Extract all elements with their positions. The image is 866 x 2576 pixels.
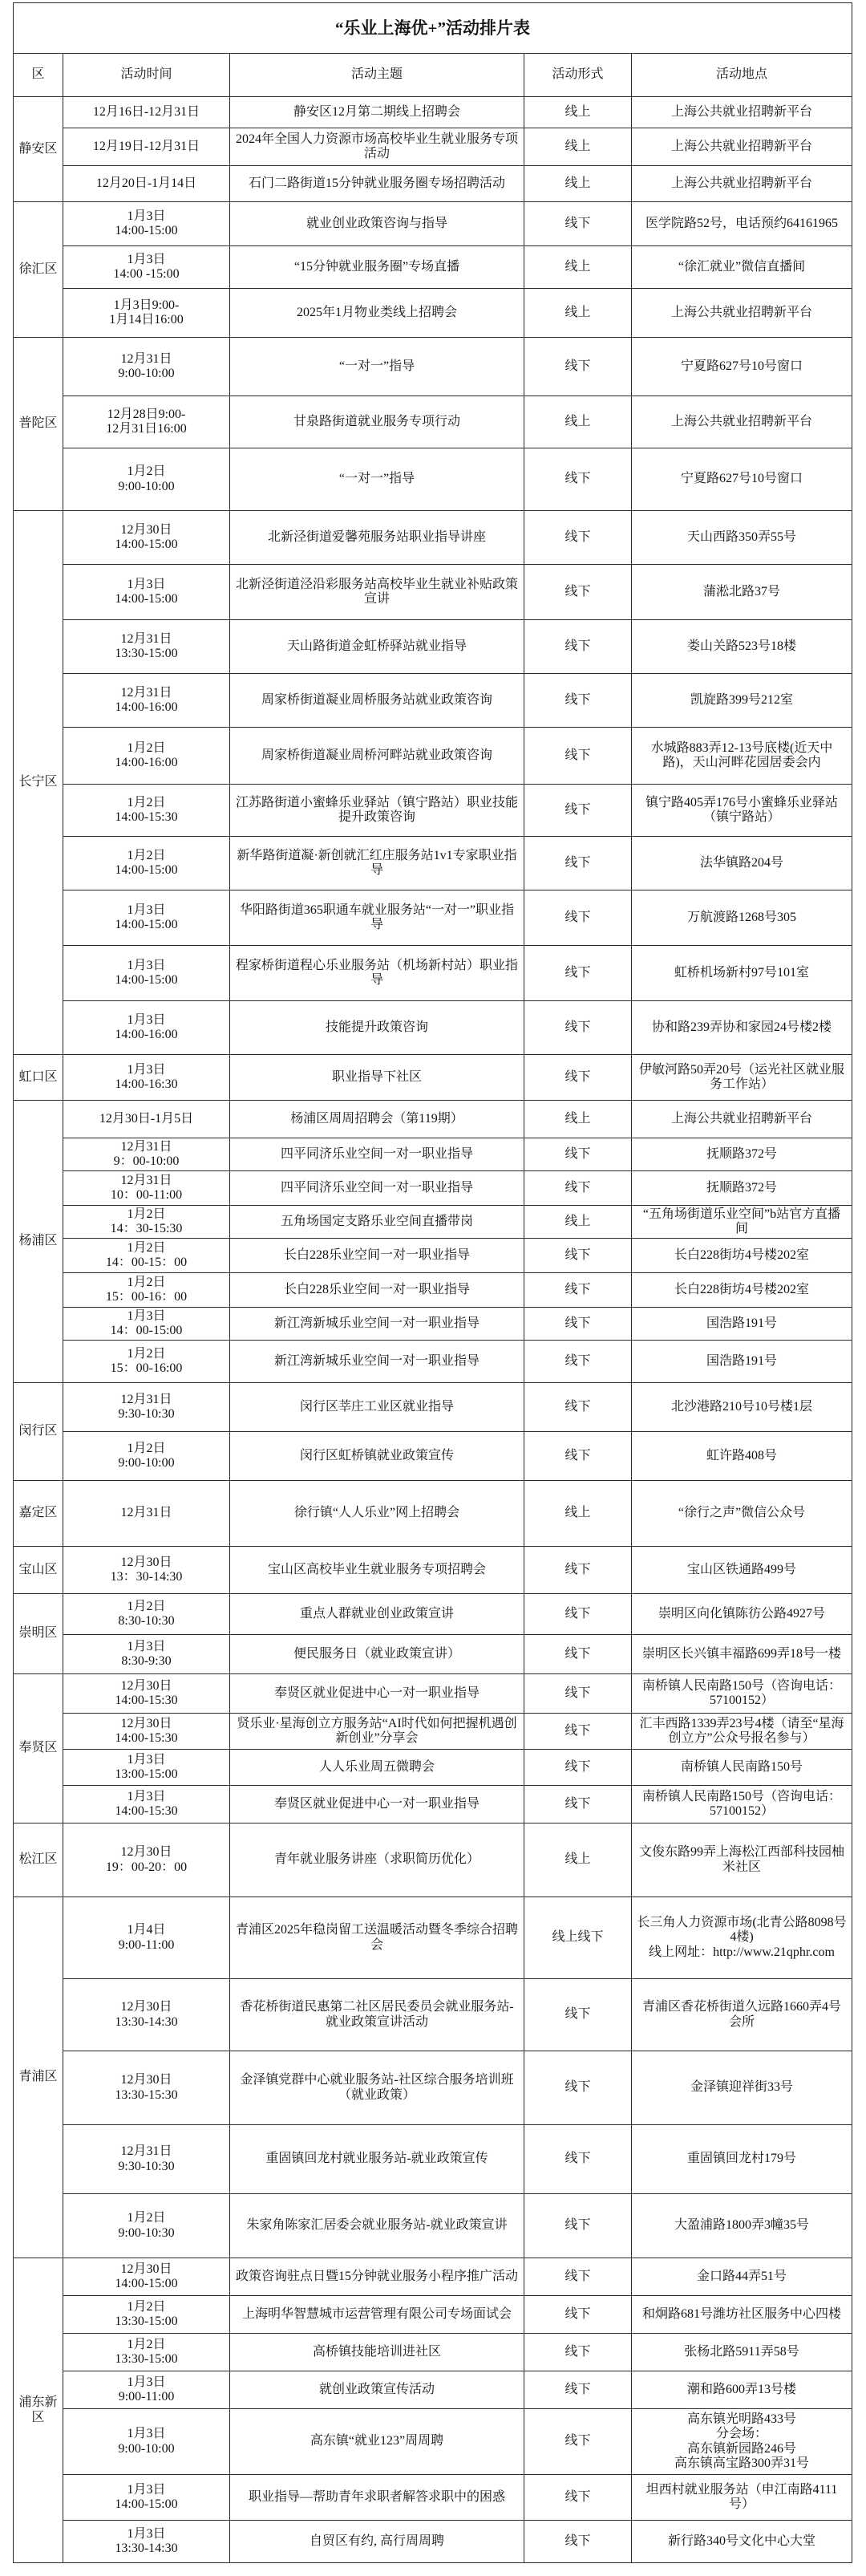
theme-cell: 杨浦区周周招聘会（第119期） [230,1101,524,1138]
table-row [14,97,852,128]
district-cell: 崇明区 [14,1594,63,1674]
location-cell: 金口路44弄51号 [632,2258,852,2296]
table-row [14,1786,852,1823]
table-row [14,289,852,338]
table-row [14,128,852,166]
time-cell: 12月31日 9:30-10:30 [63,1383,230,1432]
location-cell: 和炯路681号潍坊社区服务中心四楼 [632,2296,852,2334]
time-cell: 12月16日-12月31日 [63,97,230,128]
theme-cell: 徐行镇“人人乐业”网上招聘会 [230,1481,524,1547]
time-cell: 1月3日 9:00-10:00 [63,2409,230,2475]
time-cell: 1月3日 14:00-15:30 [63,1786,230,1823]
district-cell: 杨浦区 [14,1101,63,1383]
table-row [14,1171,852,1206]
theme-cell: 高东镇“就业123”周周聘 [230,2409,524,2475]
form-cell: 线下 [524,2409,632,2475]
location-cell: 上海公共就业招聘新平台 [632,289,852,338]
location-cell: 长白228街坊4号楼202室 [632,1239,852,1273]
table-row [14,338,852,396]
time-cell: 1月3日 14:00-15:00 [63,890,230,946]
time-cell: 12月30日 14:00-15:00 [63,2258,230,2296]
time-cell: 1月3日 14:00-16:30 [63,1055,230,1101]
time-cell: 1月3日 14:00-15:00 [63,565,230,620]
location-cell: 虹许路408号 [632,1432,852,1481]
time-cell: 1月2日 8:30-10:30 [63,1594,230,1635]
table-row [14,1750,852,1786]
theme-cell: 五角场国定支路乐业空间直播带岗 [230,1206,524,1239]
form-cell: 线下 [524,1635,632,1674]
form-cell: 线下 [524,202,632,246]
location-cell: 协和路239弄协和家园24号楼2楼 [632,1001,852,1055]
location-cell: 张杨北路5911弄58号 [632,2334,852,2371]
location-cell: “徐行之声”微信公众号 [632,1481,852,1547]
table-row [14,2125,852,2194]
theme-cell: 北新泾街道泾沿彩服务站高校毕业生就业补贴政策宣讲 [230,565,524,620]
theme-cell: 香花桥街道民惠第二社区居民委员会就业服务站-就业政策宣讲活动 [230,1979,524,2051]
theme-cell: 青浦区2025年稳岗留工送温暖活动暨冬季综合招聘会 [230,1897,524,1979]
location-cell: 新行路340号文化中心大堂 [632,2521,852,2563]
location-cell: 金泽镇迎祥街33号 [632,2051,852,2125]
form-cell: 线下 [524,2125,632,2194]
form-cell: 线下 [524,2475,632,2521]
form-cell: 线下 [524,1383,632,1432]
district-cell: 长宁区 [14,511,63,1055]
location-cell: 宁夏路627号10号窗口 [632,448,852,511]
column-header-location: 活动地点 [632,54,852,97]
district-cell: 浦东新区 [14,2258,63,2563]
theme-cell: 宝山区高校毕业生就业服务专项招聘会 [230,1547,524,1594]
theme-cell: 2024年全国人力资源市场高校毕业生就业服务专项活动 [230,128,524,166]
time-cell: 1月2日 14:00-16:00 [63,728,230,785]
column-header-theme: 活动主题 [230,54,524,97]
location-cell: 上海公共就业招聘新平台 [632,97,852,128]
location-cell: 文俊东路99弄上海松江西部科技园柚米社区 [632,1823,852,1897]
theme-cell: 华阳路街道365职通车就业服务站“一对一”职业指导 [230,890,524,946]
theme-cell: 周家桥街道凝业周桥服务站就业政策咨询 [230,674,524,728]
form-cell: 线下 [524,1674,632,1714]
time-cell: 1月2日 13:30-15:00 [63,2334,230,2371]
form-cell: 线下 [524,1273,632,1308]
time-cell: 1月3日 8:30-9:30 [63,1635,230,1674]
location-cell: 长白228街坊4号楼202室 [632,1273,852,1308]
theme-cell: 闵行区虹桥镇就业政策宣传 [230,1432,524,1481]
page-title: “乐业上海优+”活动排片表 [14,3,852,54]
form-cell: 线下 [524,1239,632,1273]
table-row [14,2296,852,2334]
theme-cell: 自贸区有约, 高行周周聘 [230,2521,524,2563]
theme-cell: 就业创业政策咨询与指导 [230,202,524,246]
district-cell: 宝山区 [14,1547,63,1594]
location-cell: 宝山区铁通路499号 [632,1547,852,1594]
table-row [14,1383,852,1432]
theme-cell: 江苏路街道小蜜蜂乐业驿站（镇宁路站）职业技能提升政策咨询 [230,785,524,837]
theme-cell: 高桥镇技能培训进社区 [230,2334,524,2371]
form-cell: 线下 [524,1055,632,1101]
time-cell: 1月2日 9:00-10:00 [63,448,230,511]
theme-cell: 人人乐业周五微聘会 [230,1750,524,1786]
theme-cell: 新华路街道凝·新创就汇红庄服务站1v1专家职业指导 [230,837,524,890]
table-row [14,1714,852,1750]
title-row [14,3,852,54]
theme-cell: 技能提升政策咨询 [230,1001,524,1055]
time-cell: 1月2日 14：30-15:30 [63,1206,230,1239]
time-cell: 12月31日 [63,1481,230,1547]
district-cell: 奉贤区 [14,1674,63,1823]
time-cell: 12月28日9:00- 12月31日16:00 [63,396,230,448]
location-cell: 凯旋路399号212室 [632,674,852,728]
theme-cell: 奉贤区就业促进中心一对一职业指导 [230,1674,524,1714]
table-row [14,2051,852,2125]
table-row [14,166,852,202]
time-cell: 1月3日 9:00-11:00 [63,2371,230,2409]
location-cell: 虹桥机场新村97号101室 [632,946,852,1001]
location-cell: 潮和路600弄13号楼 [632,2371,852,2409]
theme-cell: 周家桥街道凝业周桥河畔站就业政策咨询 [230,728,524,785]
form-cell: 线下 [524,2334,632,2371]
time-cell: 12月31日 9：00-10:00 [63,1138,230,1171]
time-cell: 12月19日-12月31日 [63,128,230,166]
table-row [14,1432,852,1481]
theme-cell: 上海明华智慧城市运营管理有限公司专场面试会 [230,2296,524,2334]
form-cell: 线上 [524,1823,632,1897]
district-cell: 普陀区 [14,338,63,511]
location-cell: 抚顺路372号 [632,1171,852,1206]
form-cell: 线下 [524,565,632,620]
table-row [14,837,852,890]
form-cell: 线下 [524,448,632,511]
theme-cell: 程家桥街道程心乐业服务站（机场新村站）职业指导 [230,946,524,1001]
time-cell: 1月2日 14:00-15:00 [63,837,230,890]
form-cell: 线下 [524,785,632,837]
form-cell: 线下 [524,2051,632,2125]
time-cell: 1月3日 14：00-15:00 [63,1308,230,1341]
schedule-body [14,97,852,2563]
form-cell: 线下 [524,1138,632,1171]
location-cell: 汇丰西路1339弄23号4楼（请至“星海创立方”公众号报名参与） [632,1714,852,1750]
table-row [14,565,852,620]
theme-cell: “一对一”指导 [230,338,524,396]
table-row [14,1635,852,1674]
time-cell: 12月30日 14:00-15:00 [63,511,230,565]
form-cell: 线下 [524,338,632,396]
theme-cell: “15分钟就业服务圈”专场直播 [230,246,524,289]
time-cell: 12月31日 10：00-11:00 [63,1171,230,1206]
location-cell: 蒲淞北路37号 [632,565,852,620]
form-cell: 线上 [524,166,632,202]
table-row [14,1341,852,1383]
table-row [14,1308,852,1341]
table-row [14,620,852,674]
district-cell: 静安区 [14,97,63,202]
form-cell: 线下 [524,1001,632,1055]
form-cell: 线下 [524,511,632,565]
theme-cell: 长白228乐业空间一对一职业指导 [230,1273,524,1308]
location-cell: 青浦区香花桥街道久远路1660弄4号会所 [632,1979,852,2051]
time-cell: 1月2日 9:00-10:00 [63,1432,230,1481]
form-cell: 线下 [524,1547,632,1594]
table-row [14,1594,852,1635]
location-cell: 崇明区长兴镇丰福路699弄18号一楼 [632,1635,852,1674]
district-cell: 闵行区 [14,1383,63,1481]
table-row [14,2409,852,2475]
table-row [14,1138,852,1171]
location-cell: 万航渡路1268号305 [632,890,852,946]
location-cell: 崇明区向化镇陈彷公路4927号 [632,1594,852,1635]
table-row [14,202,852,246]
form-cell: 线下 [524,837,632,890]
table-row [14,396,852,448]
district-cell: 嘉定区 [14,1481,63,1547]
form-cell: 线下 [524,1432,632,1481]
form-cell: 线上 [524,128,632,166]
location-cell: 重固镇回龙村179号 [632,2125,852,2194]
table-row [14,1823,852,1897]
form-cell: 线上 [524,289,632,338]
location-cell: 南桥镇人民南路150号（咨询电话：57100152） [632,1674,852,1714]
form-cell: 线下 [524,674,632,728]
time-cell: 12月30日 13:30-14:30 [63,1979,230,2051]
location-cell: 长三角人力资源市场(北青公路8098号4楼) 线上网址：http://www.21qphr.com [632,1897,852,1979]
time-cell: 12月31日 14:00-16:00 [63,674,230,728]
form-cell: 线下 [524,620,632,674]
table-row [14,2258,852,2296]
theme-cell: 北新泾街道爱馨苑服务站职业指导讲座 [230,511,524,565]
column-header-form: 活动形式 [524,54,632,97]
form-cell: 线下 [524,890,632,946]
time-cell: 1月2日 14:00-15:30 [63,785,230,837]
location-cell: 国浩路191号 [632,1341,852,1383]
time-cell: 1月2日 9:00-10:30 [63,2194,230,2258]
theme-cell: 静安区12月第二期线上招聘会 [230,97,524,128]
location-cell: 宁夏路627号10号窗口 [632,338,852,396]
theme-cell: 甘泉路街道就业服务专项行动 [230,396,524,448]
time-cell: 1月4日 9:00-11:00 [63,1897,230,1979]
theme-cell: 天山路街道金虹桥驿站就业指导 [230,620,524,674]
location-cell: “五角场街道乐业空间”b站官方直播间 [632,1206,852,1239]
form-cell: 线上 [524,246,632,289]
location-cell: 医学院路52号，电话预约64161965 [632,202,852,246]
table-row [14,1481,852,1547]
location-cell: 法华镇路204号 [632,837,852,890]
theme-cell: 金泽镇党群中心就业服务站-社区综合服务培训班（就业政策） [230,2051,524,2125]
table-row [14,728,852,785]
time-cell: 12月30日 14:00-15:30 [63,1714,230,1750]
location-cell: 上海公共就业招聘新平台 [632,128,852,166]
form-cell: 线下 [524,1594,632,1635]
table-row [14,2194,852,2258]
table-row [14,890,852,946]
location-cell: 上海公共就业招聘新平台 [632,166,852,202]
location-cell: 上海公共就业招聘新平台 [632,396,852,448]
theme-cell: 青年就业服务讲座（求职简历优化） [230,1823,524,1897]
location-cell: 娄山关路523号18楼 [632,620,852,674]
theme-cell: 闵行区莘庄工业区就业指导 [230,1383,524,1432]
form-cell: 线下 [524,2296,632,2334]
theme-cell: “一对一”指导 [230,448,524,511]
district-cell: 松江区 [14,1823,63,1897]
form-cell: 线上 [524,1481,632,1547]
form-cell: 线上 [524,1206,632,1239]
time-cell: 12月31日 9:00-10:00 [63,338,230,396]
time-cell: 1月3日9:00- 1月14日16:00 [63,289,230,338]
time-cell: 1月3日 13:00-15:00 [63,1750,230,1786]
form-cell: 线下 [524,2194,632,2258]
location-cell: 水城路883弄12-13号底楼(近天中路)，天山河畔花园居委会内 [632,728,852,785]
theme-cell: 四平同济乐业空间一对一职业指导 [230,1138,524,1171]
table-row [14,674,852,728]
table-row [14,2521,852,2563]
location-cell: 北沙港路210号10号楼1层 [632,1383,852,1432]
time-cell: 12月30日 19：00-20：00 [63,1823,230,1897]
theme-cell: 职业指导下社区 [230,1055,524,1101]
form-cell: 线下 [524,1979,632,2051]
schedule-sheet [13,2,852,2563]
theme-cell: 朱家角陈家汇居委会就业服务站-就业政策宣讲 [230,2194,524,2258]
table-row [14,1979,852,2051]
time-cell: 12月31日 13:30-15:00 [63,620,230,674]
time-cell: 12月30日-1月5日 [63,1101,230,1138]
location-cell: 上海公共就业招聘新平台 [632,1101,852,1138]
header-row [14,54,852,97]
table-row [14,1055,852,1101]
table-row [14,2371,852,2409]
table-row [14,2334,852,2371]
location-cell: 大盈浦路1800弄3幢35号 [632,2194,852,2258]
theme-cell: 奉贤区就业促进中心一对一职业指导 [230,1786,524,1823]
time-cell: 1月3日 14:00-15:00 [63,202,230,246]
time-cell: 1月3日 14:00-15:00 [63,2475,230,2521]
form-cell: 线下 [524,728,632,785]
theme-cell: 重固镇回龙村就业服务站-就业政策宣传 [230,2125,524,2194]
table-row [14,1101,852,1138]
theme-cell: 就创业政策宣传活动 [230,2371,524,2409]
theme-cell: 贤乐业·星海创立方服务站“AI时代如何把握机遇创新创业”分享会 [230,1714,524,1750]
district-cell: 徐汇区 [14,202,63,338]
table-row [14,511,852,565]
table-row [14,1897,852,1979]
time-cell: 1月3日 14:00 -15:00 [63,246,230,289]
location-cell: 高东镇光明路433号 分会场： 高东镇新园路246号 高东镇高宝路300弄31号 [632,2409,852,2475]
theme-cell: 政策咨询驻点日暨15分钟就业服务小程序推广活动 [230,2258,524,2296]
theme-cell: 新江湾新城乐业空间一对一职业指导 [230,1308,524,1341]
time-cell: 1月3日 13:30-14:30 [63,2521,230,2563]
theme-cell: 2025年1月物业类线上招聘会 [230,289,524,338]
district-cell: 虹口区 [14,1055,63,1101]
theme-cell: 职业指导—帮助青年求职者解答求职中的困惑 [230,2475,524,2521]
time-cell: 12月20日-1月14日 [63,166,230,202]
time-cell: 12月30日 13：30-14:30 [63,1547,230,1594]
table-row [14,1547,852,1594]
schedule-table [13,2,852,2563]
form-cell: 线下 [524,2371,632,2409]
form-cell: 线下 [524,1171,632,1206]
location-cell: 坦西村就业服务站（申江南路4111号） [632,2475,852,2521]
form-cell: 线下 [524,1750,632,1786]
table-row [14,1001,852,1055]
table-row [14,1674,852,1714]
theme-cell: 石门二路街道15分钟就业服务圈专场招聘活动 [230,166,524,202]
form-cell: 线下 [524,1714,632,1750]
table-row [14,448,852,511]
form-cell: 线上 [524,1101,632,1138]
form-cell: 线下 [524,1786,632,1823]
form-cell: 线下 [524,946,632,1001]
form-cell: 线下 [524,2258,632,2296]
location-cell: 南桥镇人民南路150号 [632,1750,852,1786]
theme-cell: 长白228乐业空间一对一职业指导 [230,1239,524,1273]
location-cell: 镇宁路405弄176号小蜜蜂乐业驿站（镇宁路站） [632,785,852,837]
column-header-time: 活动时间 [63,54,230,97]
location-cell: 抚顺路372号 [632,1138,852,1171]
location-cell: 国浩路191号 [632,1308,852,1341]
theme-cell: 重点人群就业创业政策宣讲 [230,1594,524,1635]
time-cell: 1月2日 14：00-15：00 [63,1239,230,1273]
time-cell: 1月2日 13:30-15:00 [63,2296,230,2334]
time-cell: 12月30日 13:30-15:30 [63,2051,230,2125]
form-cell: 线上线下 [524,1897,632,1979]
district-cell: 青浦区 [14,1897,63,2258]
table-row [14,2475,852,2521]
theme-cell: 便民服务日（就业政策宣讲） [230,1635,524,1674]
time-cell: 1月2日 15：00-16:00 [63,1341,230,1383]
time-cell: 1月3日 14:00-16:00 [63,1001,230,1055]
theme-cell: 四平同济乐业空间一对一职业指导 [230,1171,524,1206]
table-row [14,1273,852,1308]
time-cell: 1月3日 14:00-15:00 [63,946,230,1001]
location-cell: 南桥镇人民南路150号（咨询电话：57100152） [632,1786,852,1823]
form-cell: 线下 [524,1308,632,1341]
theme-cell: 新江湾新城乐业空间一对一职业指导 [230,1341,524,1383]
form-cell: 线下 [524,2521,632,2563]
time-cell: 12月31日 9:30-10:30 [63,2125,230,2194]
table-row [14,1239,852,1273]
time-cell: 1月2日 15：00-16：00 [63,1273,230,1308]
time-cell: 12月30日 14:00-15:30 [63,1674,230,1714]
form-cell: 线上 [524,396,632,448]
table-row [14,785,852,837]
form-cell: 线下 [524,1341,632,1383]
location-cell: “徐汇就业”微信直播间 [632,246,852,289]
form-cell: 线上 [524,97,632,128]
table-row [14,946,852,1001]
table-row [14,1206,852,1239]
column-header-district: 区 [14,54,63,97]
table-row [14,246,852,289]
location-cell: 天山西路350弄55号 [632,511,852,565]
location-cell: 伊敏河路50弄20号（运光社区就业服务工作站） [632,1055,852,1101]
